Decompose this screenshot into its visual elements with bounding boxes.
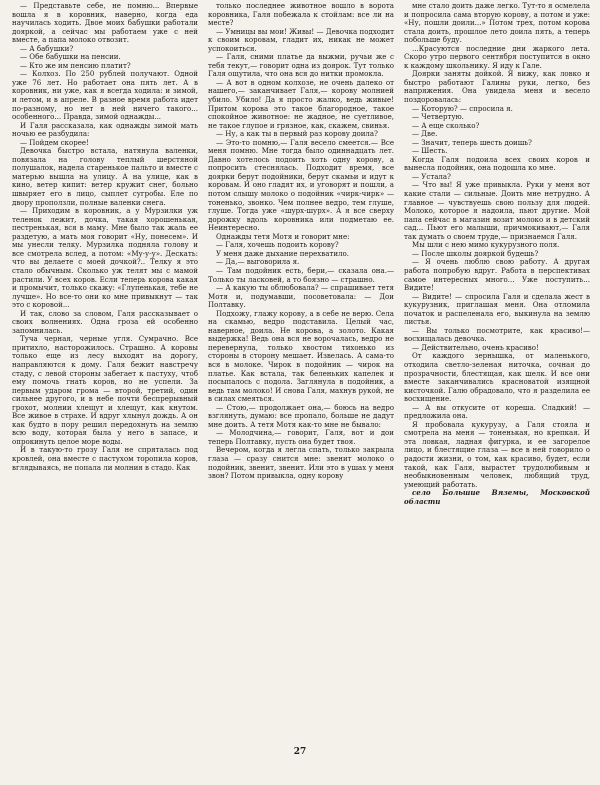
paragraph: — Четвертую.: [412, 112, 464, 122]
paragraph: И в такую-то грозу Галя не спряталась под кровлей, она вместе с пастухом торопила коров, вглядываясь, не попала ли молния в стадо. Как: [12, 445, 198, 472]
paragraph: У меня даже дыхание перехватило.: [216, 248, 349, 258]
page-number: 27: [293, 747, 307, 757]
paragraph: — Там подойник есть, бери,— сказала она.— Только ты ласковей, а то боязно — страшно.: [208, 265, 394, 284]
paragraph: — Приходим в коровник, а у Мурзилки уж теленок лежит, дочка, такая хорошенькая, пестренькая, вся в маму. Мне было так жаль ее раздетую, а мать моя говорит «Ну, понесем». И мы унесли телку. Мурзилка подняла голову и все смотрела вслед, а потом: «Му-у-у». Дескать: что вы делаете с моей дочкой?.. Телку я это стало обычным. Сколько уж телят мы с мамой растили. У всех коров. Если теперь корова какая и промычит, только скажу: «Глупенькая, тебе не лучше». Но все-то они ко мне привыкнут — так это с коровой...: [12, 206, 198, 310]
paragraph: Однажды тетя Мотя и говорит мне:: [216, 231, 350, 241]
paragraph: — Шесть.: [412, 146, 448, 156]
paragraph: — Колхоз. По 250 рублей получают. Одной уже 76 лет. Но работает она пять лет. А в коровник, ни уже, как я всегда ходила: и зимой, и летом, и в апреле. В разное время работа идет по-разному, но нет в ней ничего такого... особенного... Правда, зимой однажды...: [12, 69, 198, 122]
paragraph: — Ну, а как ты в первый раз корову доила?: [216, 129, 378, 139]
paragraph: — Это-то помню,— Галя весело смеется.— Все меня помню. Мне тогда было одиннадцать лет. Давно хотелось подоить хоть одну корову, а попросить стеснялась. Подходит время, все доярки берут подойники, берут скамьи и идут к коровам. И оно гладят их, и уговорят и пошли, а потом слышу молоко о подойник «чирк-чирк» — тоненько, звонко. Чем полнее ведро, тем глуше, глуше. Тогда уже «шурх-шурх». А я все сверху дорожку вдоль коровника или подметаю ее. Неинтересно.: [208, 137, 394, 233]
paragraph: Мы шли с нею мимо кукурузного поля.: [412, 240, 560, 250]
paragraph: — Устала?: [412, 171, 451, 181]
paragraph: Доярки заняты дойкой. Я вижу, как ловко и быстро работают Галины руки, легко, без напряжения. Она увидела меня и весело поздоровалась:: [404, 69, 590, 105]
paragraph: — Обе бабушки на пенсии.: [20, 52, 121, 62]
paragraph: Вечером, когда я легла спать, только закрыла глаза — сразу снится мне: звенит молоко о подойник, звенит, звенит. Или это в ушах у меня звон? Потом привыкла, одну корову: [208, 445, 394, 481]
paragraph: — Значит, теперь шесть доишь?: [412, 137, 532, 147]
paragraph: — Стою,— продолжает она,— боюсь на ведро взглянуть, думаю: все пропало, больше не дадут мне доить. А тетя Мотя как-то мне не бывало:: [208, 402, 394, 429]
author-location: село Большие Вяземы, Московской области: [404, 488, 590, 506]
paragraph: мне стало доить даже легко. Тут-то я осмелела и попросила сама вторую корову, а потом и уже: «Ну, пошли доили...» Потом трех, потом корова стала доить, прошлое лето доила пять, а теперь побольше буду.: [404, 2, 590, 45]
paragraph: Я пробовала кукурузу, а Галя стояла и смотрела на меня — тоненькая, но крепкая. И эта ловкая, ладная фигурка, и ее загорелое лицо, и блестящие глаза — все в ней говорило о радости жизни, о том, как красиво, будет, если такой, как Галя, вырастет трудолюбивым и необыкновенным человек, любящий труд, умеющий работать.: [404, 419, 590, 489]
paragraph: — А вот в одном колхозе, не очень далеко от нашего,— заканчивает Галя,— корову молнией убило. Убило! Да я просто жалко, ведь живые! Притом корова это такое благородное, такое спокойное животное: не жадное, не суетливое, не такое глупое и грязное, как, скажем, свинья.: [208, 77, 394, 130]
paragraph: — А еще сколько?: [412, 120, 480, 130]
paragraph: — После школы дояркой будешь?: [412, 248, 539, 258]
paragraph: Когда Галя подоила всех своих коров и вынесла подойник, она подошла ко мне.: [404, 154, 590, 173]
paragraph: — Кто же им пенсию платит?: [20, 60, 131, 70]
paragraph: — Видите! — спросила Галя и сделала жест в кукурузник, приглашая меня. Она отломила початок и распеленала его, выкинула на землю листья.: [404, 291, 590, 327]
paragraph: — А вы откусите от кореша. Сладкий! — предложила она.: [404, 402, 590, 421]
paragraph: — Я очень люблю свою работу. А другая работа попробую вдруг. Работа в перспективах самое интересных много... Уже поступить... Видите!: [404, 257, 590, 293]
paragraph: — Которую? — спросила я.: [412, 103, 513, 113]
paragraph: — Да,— выговорила я.: [216, 257, 300, 267]
paragraph: Туча черная, черные угля. Сумрачно. Все притихло, насторожилось. Страшно. А коровы только еще из лесу выходят на дорогу, направляются к дому. Галя бежит навстречу стаду, с левой стороны забегает к пастуху, чтоб ему помочь гнать коров, но не успели. За первым ударом грома — второй, третий, один сильнее другого, и в небе почти беспрерывный грохот, молнии хлещут и хлещут, как кнутом. Все живое в страхе. И вдруг хлынул дождь. А он как будто в пору решил передохнуть на землю всю воду, которая была у него в запасе, и опрокинуть целое море воды.: [12, 334, 198, 446]
magazine-page: [12, 2, 590, 762]
paragraph: — Что вы! Я уже привыкла. Руки у меня вот какие стали — сильные. Доить мне нетрудно. А главное — чувствуешь свою пользу для людей. Молоко, которое я надоила, пьют другие. Мой папа сейчас в магазин возит молоко и в детский сад... Пьют его малыши, причмокивают,— Галя так думать о своем труде,— признаемся Галя.: [404, 180, 590, 241]
paragraph: — Две.: [412, 129, 438, 139]
text-column-3: [404, 2, 590, 762]
paragraph: — Пойдем скорее!: [20, 137, 89, 147]
paragraph: — Представьте себе, не помню... Впервые вошла я в коровник, наверно, когда еда научилась ходить. Двое моих бабушки работали дояркой, а сейчас мы работаем уже с ней вместе, а папа молоко отвозит.: [12, 2, 198, 45]
paragraph: — Галя, хочешь подоить корову?: [216, 240, 339, 250]
paragraph: И Галя рассказала, как однажды зимой мать ночью ее разбудила:: [12, 120, 198, 139]
paragraph: — Галя, сними платье да выжми, ручьи же с тебя текут,— говорит одна из доярок. Тут только Галя ощутила, что она вся до нитки промокла.: [208, 52, 394, 79]
paragraph: — А бабушки?: [20, 43, 74, 53]
paragraph: — Вы только посмотрите, как красиво!— восхищалась девочка.: [404, 325, 590, 344]
paragraph: От каждого зернышка, от маленького, отходила светло-зеленая ниточка, сочная до прозрачности, блестящая, как шелк. И все они вместе заканчивались красноватой изящной кисточкой. Галю обрадовало, что я разделила ее восхищение.: [404, 351, 590, 404]
paragraph: Подхожу, глажу корову, а в себе не верю. Села на скамью, ведро подставила. Целый час, наверное, доила. Не корова, а золото. Какая выдержка! Ведь она вся не ворочалась, ведро не перевернула, только хвостом тихонько из стороны в сторону мешает. Извелась. А сама-то вся в молоке. Чирок в подойник — чирок на платье. Как встала, так беленьких капелек и посыпалось с подола. Заглянула в подойник, а ведь там молоко! И снова Галя, махнув рукой, не в силах смеяться.: [208, 308, 394, 404]
paragraph: — Молодчина,— говорит, Галя, вот и дои теперь Полтавку, пусть она будет твоя.: [208, 428, 394, 446]
paragraph: — Действительно, очень красиво!: [412, 342, 539, 352]
paragraph: — А какую ты облюбовала? — спрашивает тетя Мотя и, подумавши, посоветовала: — Дои Полтавку.: [208, 283, 394, 310]
paragraph: — Умницы вы мои! Живы! — Девочка подходит к своим коровам, гладит их, никак не может успокоиться.: [208, 26, 394, 53]
paragraph: ...Красуются последние дни жаркого лета. Скоро утро первого сентября поступится в окно к каждому школьнику. Я иду к Гале.: [404, 43, 590, 70]
paragraph: Девочка быстро встала, натянула валенки, повязала на голову теплый шерстяной полушалок, надела старенькое пальто и вместе с матерью вышла на улицу. А на улице, как в кино, ветер кипит: ветер кружит снег, больно швыряет его в лицо, сыплет сугробы. Еле по двору проползли, полные валенки снега.: [12, 146, 198, 207]
paragraph: И так, слово за словом, Галя рассказывает о своих волнениях. Одна гроза ей особенно запомнилась.: [12, 308, 198, 335]
text-column-1: [12, 2, 198, 762]
text-column-2: [208, 2, 394, 762]
paragraph: только последнее животное вошло в ворота коровника, Галя побежала к стойлам: все ли на месте?: [208, 2, 394, 28]
